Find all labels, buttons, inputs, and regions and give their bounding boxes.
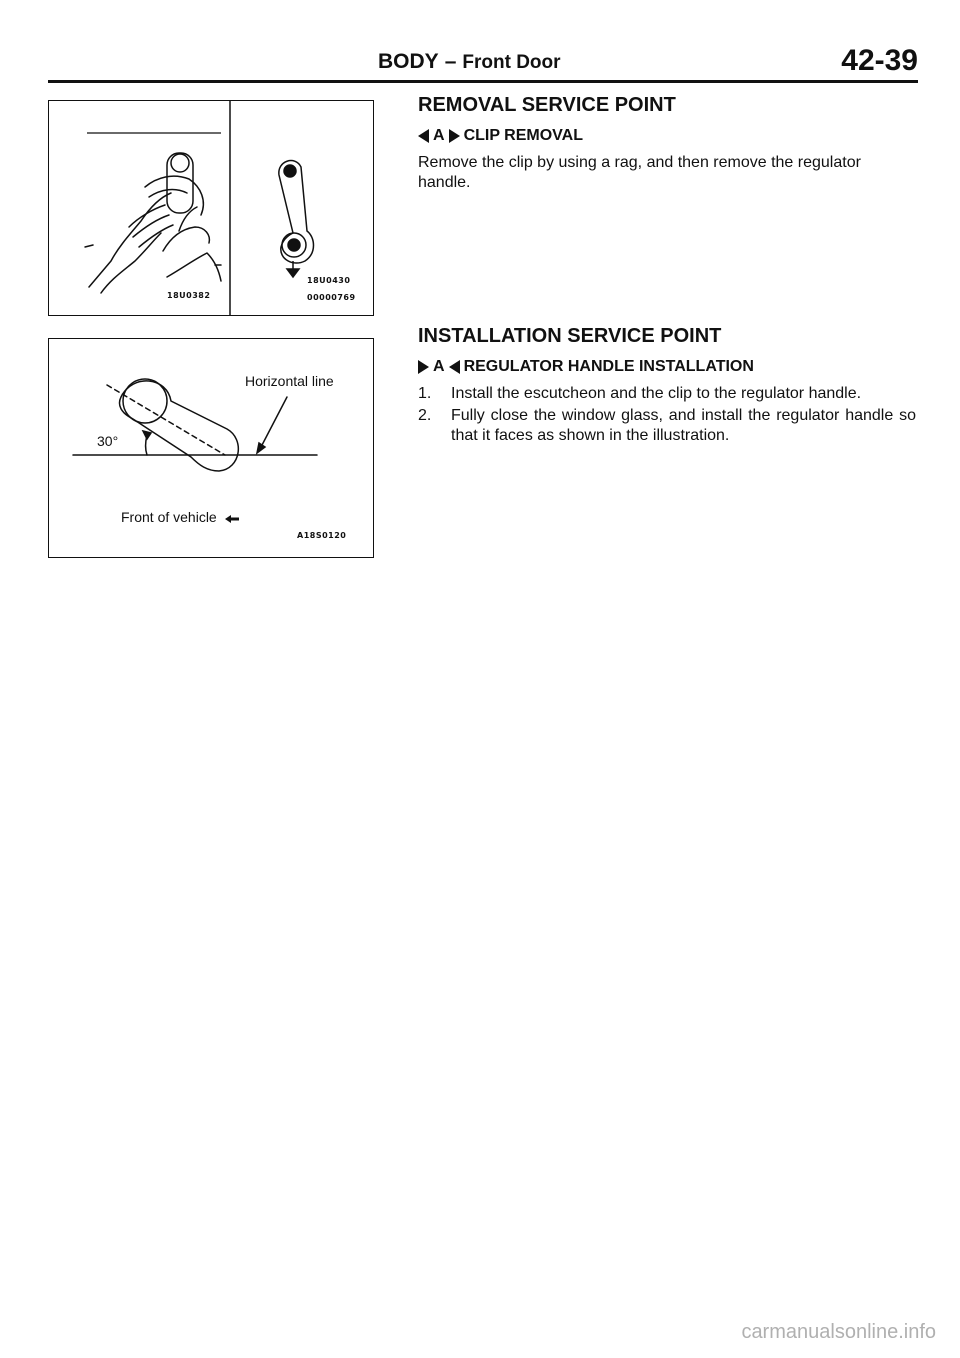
figure-code-right-2: 00000769 bbox=[307, 293, 356, 302]
list-item bbox=[418, 406, 916, 446]
removal-letter: A bbox=[433, 127, 445, 144]
step-number: 1. bbox=[418, 385, 432, 402]
installation-steps bbox=[418, 384, 916, 446]
step-text: Fully close the window glass, and install the regulator handle so that it faces as shown in the illustration. bbox=[451, 407, 916, 444]
angle-label: 30° bbox=[97, 433, 119, 449]
installation-subtitle bbox=[418, 358, 916, 376]
triangle-right-icon bbox=[449, 129, 460, 143]
triangle-left-icon bbox=[418, 129, 429, 143]
figure-clip-removal bbox=[48, 100, 374, 316]
front-of-vehicle-label bbox=[121, 509, 239, 526]
header-section: BODY bbox=[378, 50, 439, 73]
installation-letter: A bbox=[433, 358, 445, 375]
header-subsection: Front Door bbox=[462, 52, 561, 73]
step-number: 2. bbox=[418, 407, 432, 424]
removal-title: REMOVAL SERVICE POINT bbox=[418, 94, 676, 116]
header-rule bbox=[48, 80, 918, 83]
horizontal-line-label: Horizontal line bbox=[245, 373, 334, 389]
figure-handle-installation bbox=[48, 338, 374, 558]
step-text: Install the escutcheon and the clip to the regulator handle. bbox=[451, 385, 862, 402]
page-number: 42-39 bbox=[841, 44, 918, 77]
figure-code-left: 18U0382 bbox=[167, 291, 211, 300]
front-of-vehicle-text: Front of vehicle bbox=[121, 509, 217, 525]
header-title bbox=[378, 50, 561, 74]
text-column bbox=[418, 94, 916, 448]
removal-subtitle-text: CLIP REMOVAL bbox=[463, 127, 583, 144]
page-header bbox=[48, 44, 918, 80]
figure-code: A18S0120 bbox=[297, 531, 347, 540]
removal-text: Remove the clip by using a rag, and then remove the regulator handle. bbox=[418, 154, 861, 191]
removal-subtitle bbox=[418, 127, 916, 145]
installation-title: INSTALLATION SERVICE POINT bbox=[418, 325, 722, 347]
figure-code-right-1: 18U0430 bbox=[307, 276, 351, 285]
installation-subtitle-text: REGULATOR HANDLE INSTALLATION bbox=[463, 358, 754, 375]
triangle-right-icon bbox=[418, 360, 429, 374]
triangle-left-icon bbox=[449, 360, 460, 374]
arrow-left-icon bbox=[225, 510, 239, 526]
header-separator: – bbox=[444, 50, 457, 73]
list-item bbox=[418, 384, 916, 404]
watermark: carmanualsonline.info bbox=[741, 1321, 936, 1343]
